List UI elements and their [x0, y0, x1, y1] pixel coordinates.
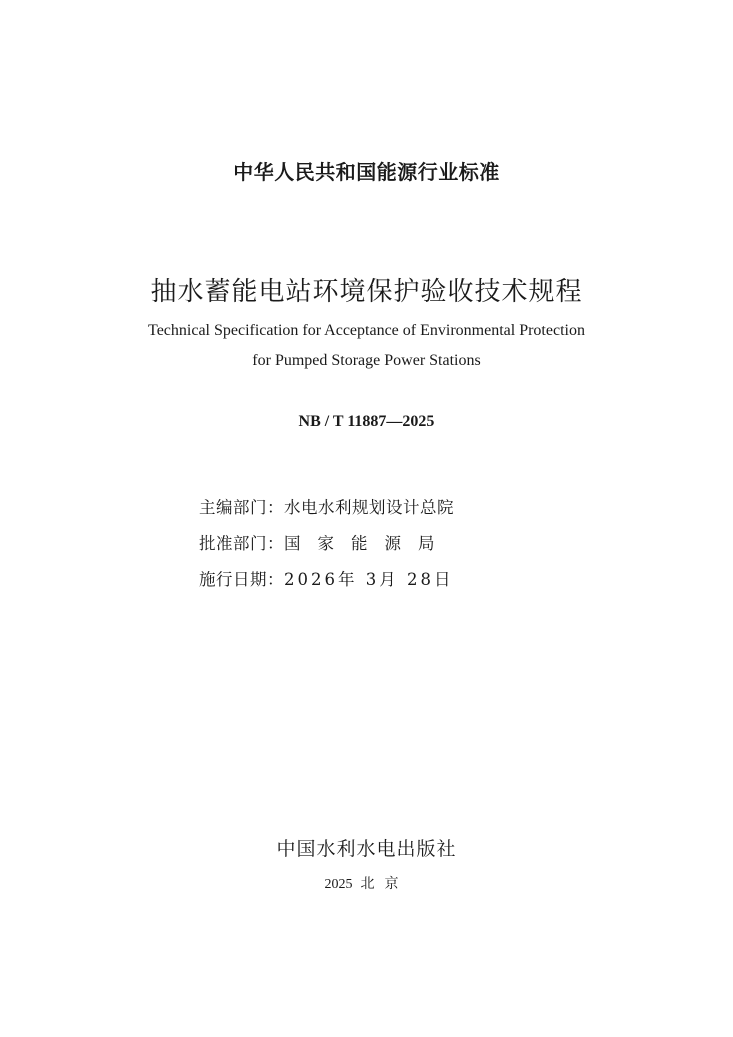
- meta-row-approver: [199, 530, 452, 554]
- publication-place: [0, 873, 733, 893]
- editor-label: 主编部门：: [199, 498, 284, 517]
- publisher-name: 中国水利水电出版社: [276, 838, 457, 860]
- document-title-english-line2: for Pumped Storage Power Stations: [252, 352, 481, 369]
- publication-year: 2025: [324, 877, 353, 892]
- editor-value: 水电水利规划设计总院: [284, 498, 454, 517]
- approver-value: 国家能源局: [284, 534, 452, 553]
- publication-city: 北京: [360, 876, 409, 892]
- document-title-english-line1: Technical Specification for Acceptance of Environmental Protection: [148, 322, 585, 339]
- meta-row-effective-date: [199, 566, 453, 590]
- meta-row-editor: [199, 494, 454, 518]
- approver-label: 批准部门：: [199, 534, 284, 553]
- standard-number: NB / T 11887—2025: [298, 413, 435, 430]
- standard-category-heading: 中华人民共和国能源行业标准: [233, 160, 500, 184]
- effective-date-value: 2026年 3月 28日: [284, 570, 454, 589]
- document-title-chinese: 抽水蓄能电站环境保护验收技术规程: [150, 277, 583, 307]
- effective-date-label: 施行日期：: [199, 570, 284, 589]
